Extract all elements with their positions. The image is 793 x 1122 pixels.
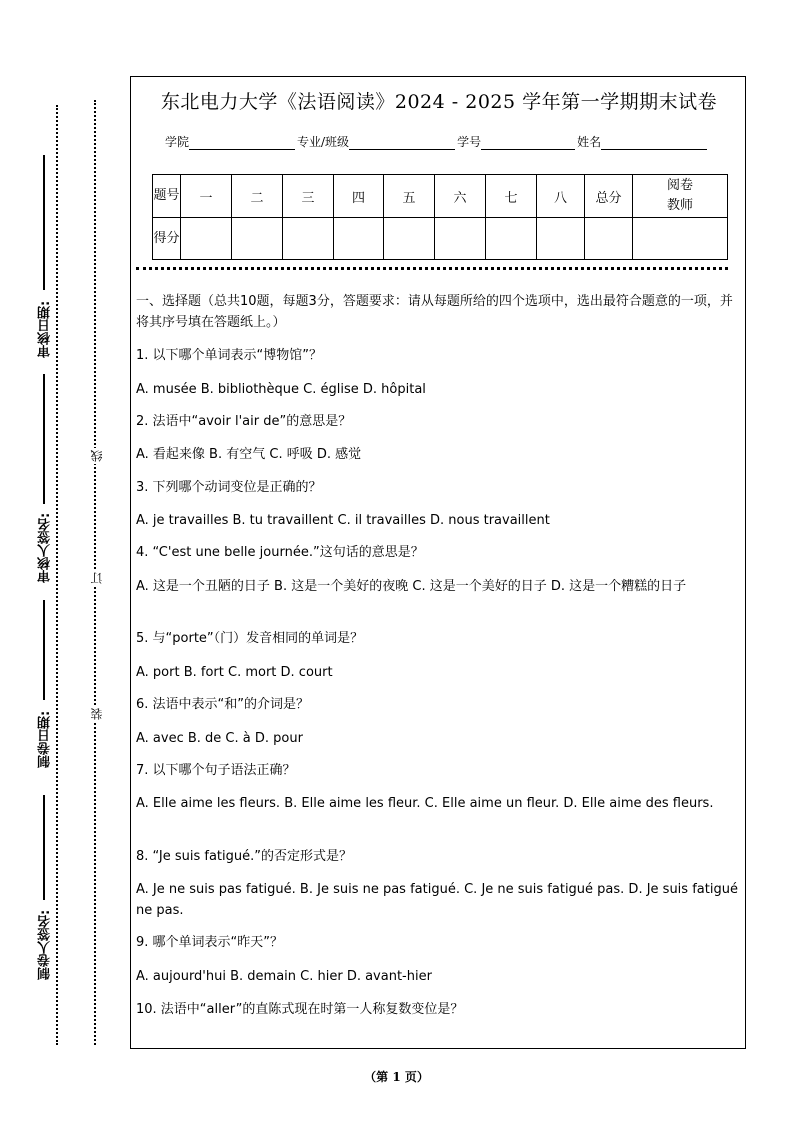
question-text: 2. 法语中“avoir l'air de”的意思是？ [136,414,352,429]
reviewer-date-label: 审核日期: [38,300,53,358]
score-row-label: 得分 [153,218,181,260]
question-text: 6. 法语中表示“和”的介词是？ [136,697,310,712]
question-text: 5. 与“porte”（门）发音相同的单词是？ [136,631,364,646]
score-header-cell: 阅卷教师 [633,175,728,218]
score-cell[interactable] [585,218,633,260]
score-cell[interactable] [435,218,486,260]
maker-sign-line [43,795,45,900]
score-header-cell: 五 [384,175,435,218]
question-text: 3. 下列哪个动词变位是正确的？ [136,480,322,495]
question-options: A. musée B. bibliothèque C. église D. hôpital [136,382,426,397]
score-cell[interactable] [537,218,585,260]
page-number: （第 1 页） [364,1070,429,1084]
maker-date-label: 制卷日期: [38,710,53,768]
score-header-cell: 三 [283,175,334,218]
question-text: 9. 哪个单词表示“昨天”？ [136,935,284,950]
question-text: 7. 以下哪个句子语法正确？ [136,763,296,778]
major-field[interactable] [349,136,455,150]
section-separator [136,267,728,270]
score-cell[interactable] [384,218,435,260]
score-header-cell: 八 [537,175,585,218]
student-info-row [165,133,709,150]
question-text: 10. 法语中“aller”的直陈式现在时第一人称复数变位是？ [136,1002,464,1017]
score-value-row [153,218,728,260]
major-label: 专业/班级 [297,135,350,149]
score-header-cell: 二 [232,175,283,218]
student-id-field[interactable] [481,136,575,150]
student-id-label: 学号 [457,135,482,149]
name-field[interactable] [601,136,707,150]
outer-dotted-line [56,105,58,1045]
college-label: 学院 [165,135,190,149]
score-header-cell: 总分 [585,175,633,218]
score-cell[interactable] [486,218,537,260]
exam-frame [130,76,746,1049]
question-options: A. port B. fort C. mort D. court [136,665,333,680]
binding-margin [0,0,130,1122]
question-text: 8. “Je suis fatigué.”的否定形式是？ [136,849,352,864]
score-header-row [153,175,728,218]
score-cell[interactable] [232,218,283,260]
score-cell[interactable] [334,218,384,260]
score-header-cell: 一 [181,175,232,218]
question-text: 4. “C'est une belle journée.”这句话的意思是？ [136,545,424,560]
question-options: A. Elle aime les fleurs. B. Elle aime les fleur. C. Elle aime un fleur. D. Elle aime des fleurs. [136,796,714,811]
score-header-cell: 六 [435,175,486,218]
binding-char-line: 线 [90,450,104,462]
binding-char-bind: 订 [90,572,104,584]
score-cell[interactable] [283,218,334,260]
score-header-cell: 四 [334,175,384,218]
maker-date-line [43,600,45,700]
score-cell[interactable] [633,218,728,260]
binding-char-fold: 装 [90,708,104,720]
score-header-cell: 七 [486,175,537,218]
score-header-cell: 题号 [153,175,181,218]
question-options: A. avec B. de C. à D. pour [136,731,303,746]
question-options: A. Je ne suis pas fatigué. B. Je suis ne pas fatigué. C. Je ne suis fatigué pas. D. Je suis fatigué ne pas. [136,882,738,918]
reviewer-sign-line [43,374,45,504]
score-table [152,174,728,260]
maker-sign-label: 制卷人签名: [38,909,53,981]
section-heading: 一、选择题（总共10题，每题3分，答题要求：请从每题所给的四个选项中，选出最符合题意的一项，并将其序号填在答题纸上。） [136,294,733,330]
exam-title: 东北电力大学《法语阅读》2024 - 2025 学年第一学期期末试卷 [160,91,718,113]
reviewer-sign-label: 审核人签名: [38,512,53,584]
college-field[interactable] [189,136,295,150]
question-text: 1. 以下哪个单词表示“博物馆”？ [136,348,323,363]
question-options: A. aujourd'hui B. demain C. hier D. avant-hier [136,969,432,984]
question-options: A. 看起来像 B. 有空气 C. 呼吸 D. 感觉 [136,447,362,462]
reviewer-date-line [43,155,45,290]
question-options: A. je travailles B. tu travaillent C. il travailles D. nous travaillent [136,513,550,528]
question-options: A. 这是一个丑陋的日子 B. 这是一个美好的夜晚 C. 这是一个美好的日子 D. 这是一个糟糕的日子 [136,579,687,594]
score-cell[interactable] [181,218,232,260]
name-label: 姓名 [577,135,602,149]
